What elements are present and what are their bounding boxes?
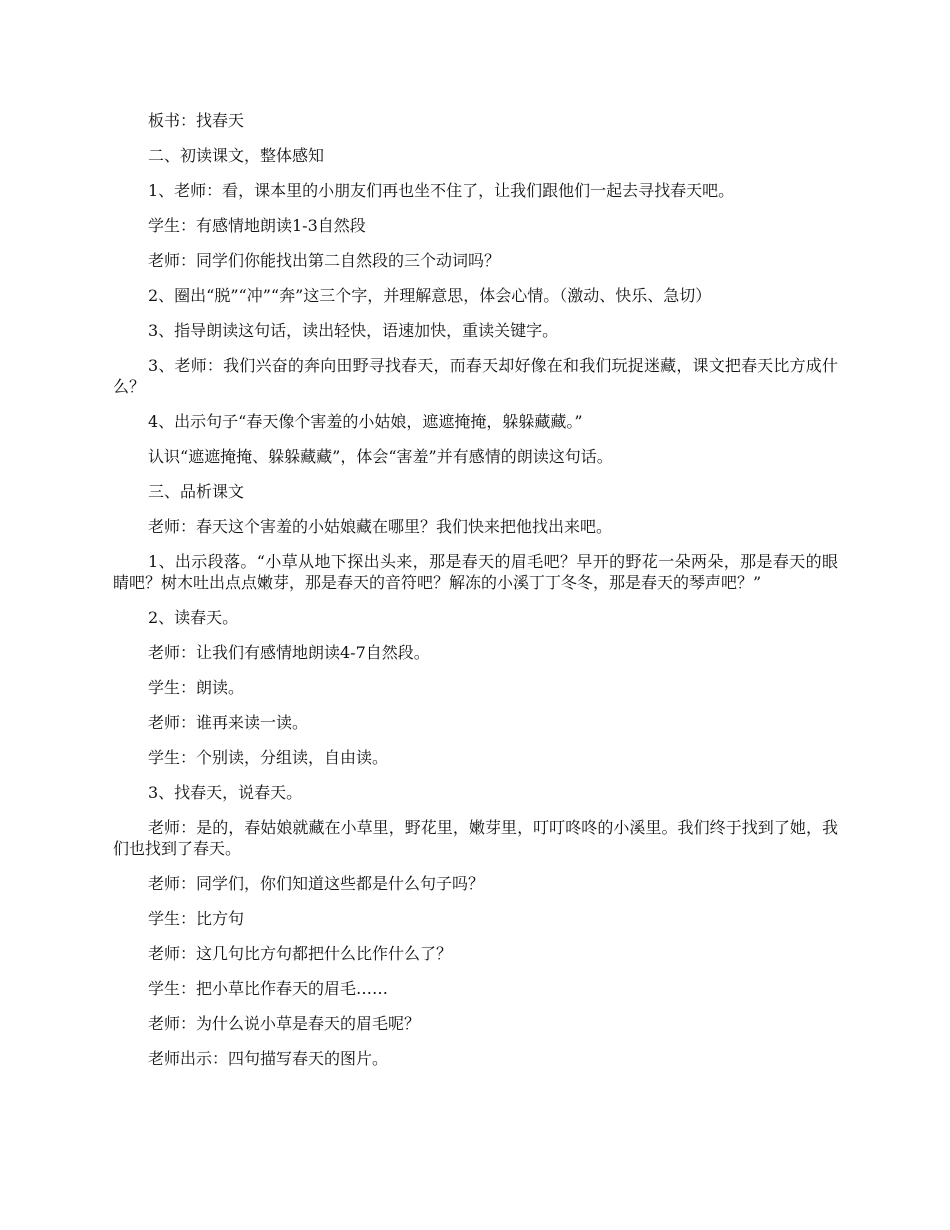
paragraph: 老师：这几句比方句都把什么比作什么了？ bbox=[148, 944, 453, 963]
paragraph: 学生：把小草比作春天的眉毛…… bbox=[148, 979, 389, 998]
paragraph: 老师：为什么说小草是春天的眉毛呢？ bbox=[148, 1014, 421, 1033]
paragraph: 1、出示段落。“小草从地下探出头来，那是春天的眉毛吧？早开的野花一朵两朵，那是春天的眼睛吧？树木吐出点点嫩芽，那是春天的音符吧？解冻的小溪丁丁冬冬，那是春天的琴声吧？” bbox=[113, 552, 838, 592]
paragraph: 4、出示句子“春天像个害羞的小姑娘，遮遮掩掩，躲躲藏藏。” bbox=[148, 412, 583, 431]
paragraph: 老师：春天这个害羞的小姑娘藏在哪里？我们快来把他找出来吧。 bbox=[148, 517, 613, 536]
section-heading-3: 三、品析课文 bbox=[148, 482, 245, 501]
paragraph: 2、圈出“脱”“冲”“奔”这三个字，并理解意思，体会心情。（激动、快乐、急切） bbox=[148, 286, 712, 305]
paragraph: 学生：有感情地朗读1-3自然段 bbox=[148, 216, 366, 235]
paragraph: 3、指导朗读这句话，读出轻快，语速加快，重读关键字。 bbox=[148, 321, 559, 340]
paragraph: 学生：个别读，分组读，自由读。 bbox=[148, 748, 389, 767]
paragraph: 认识“遮遮掩掩、躲躲藏藏”，体会“害羞”并有感情的朗读这句话。 bbox=[148, 447, 613, 466]
document-body bbox=[113, 110, 838, 1069]
paragraph: 1、老师：看，课本里的小朋友们再也坐不住了，让我们跟他们一起去寻找春天吧。 bbox=[148, 181, 735, 200]
paragraph: 3、老师：我们兴奋的奔向田野寻找春天，而春天却好像在和我们玩捉迷藏，课文把春天比方成什么？ bbox=[113, 356, 838, 396]
paragraph: 老师：谁再来读一读。 bbox=[148, 713, 309, 732]
paragraph: 学生：朗读。 bbox=[148, 678, 245, 697]
paragraph: 老师：同学们你能找出第二自然段的三个动词吗？ bbox=[148, 251, 501, 270]
paragraph: 学生：比方句 bbox=[148, 909, 245, 928]
paragraph: 老师：让我们有感情地朗读4-7自然段。 bbox=[148, 643, 430, 662]
paragraph-board-title: 板书：找春天 bbox=[148, 111, 245, 130]
paragraph: 老师出示：四句描写春天的图片。 bbox=[148, 1049, 389, 1068]
section-heading-2: 二、初读课文，整体感知 bbox=[148, 146, 325, 165]
paragraph: 老师：是的，春姑娘就藏在小草里，野花里，嫩芽里，叮叮咚咚的小溪里。我们终于找到了她，我们也找到了春天。 bbox=[113, 818, 838, 858]
paragraph: 3、找春天，说春天。 bbox=[148, 783, 303, 802]
paragraph: 老师：同学们，你们知道这些都是什么句子吗？ bbox=[148, 874, 485, 893]
paragraph: 2、读春天。 bbox=[148, 608, 239, 627]
